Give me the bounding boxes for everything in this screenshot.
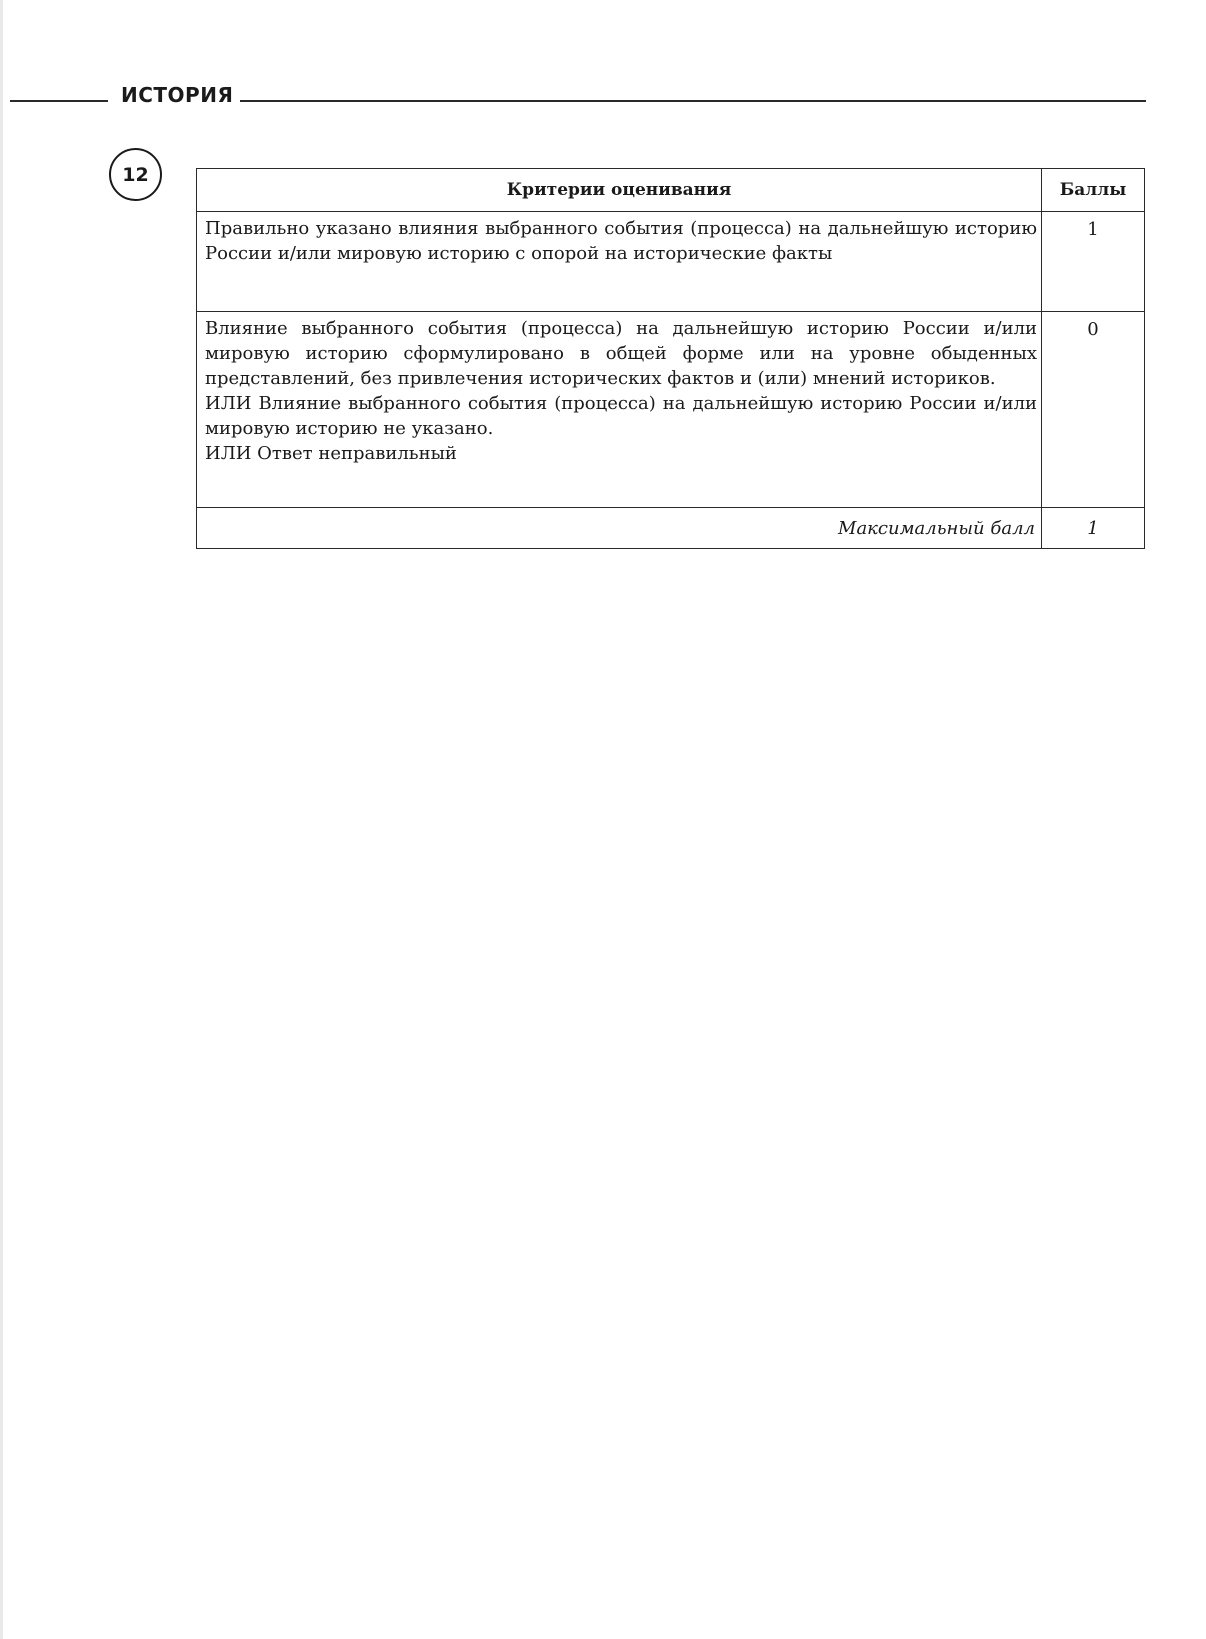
max-score-label: Максимальный балл bbox=[197, 508, 1042, 549]
header-rule-left bbox=[10, 100, 108, 102]
table-header-row bbox=[197, 169, 1145, 212]
scan-edge bbox=[0, 0, 3, 1639]
max-score-row bbox=[197, 508, 1145, 549]
criteria-table bbox=[196, 168, 1145, 549]
criterion-text: Правильно указано влияния выбранного события (процесса) на дальнейшую историю России и/или мировую историю с опорой на исторические факты bbox=[197, 212, 1042, 312]
table-row bbox=[197, 212, 1145, 312]
criterion-line: Влияние выбранного события (процесса) на дальнейшую историю России и/или мировую историю сформулировано в общей форме или на уровне обыденных представлений, без привлечения исторических фактов и (или) мнений историков. bbox=[205, 318, 1037, 389]
criteria-column-header: Критерии оценивания bbox=[197, 169, 1042, 212]
criterion-line: ИЛИ Влияние выбранного события (процесса) на дальнейшую историю России и/или мировую историю не указано. bbox=[205, 393, 1037, 439]
page-header-title: ИСТОРИЯ bbox=[121, 83, 234, 107]
table-row bbox=[197, 312, 1145, 508]
criterion-text bbox=[197, 312, 1042, 508]
criterion-points: 1 bbox=[1042, 212, 1145, 312]
task-number-badge: 12 bbox=[109, 148, 162, 201]
criterion-points: 0 bbox=[1042, 312, 1145, 508]
header-rule-right bbox=[240, 100, 1146, 102]
max-score-value: 1 bbox=[1042, 508, 1145, 549]
criterion-line: ИЛИ Ответ неправильный bbox=[205, 443, 457, 464]
points-column-header: Баллы bbox=[1042, 169, 1145, 212]
